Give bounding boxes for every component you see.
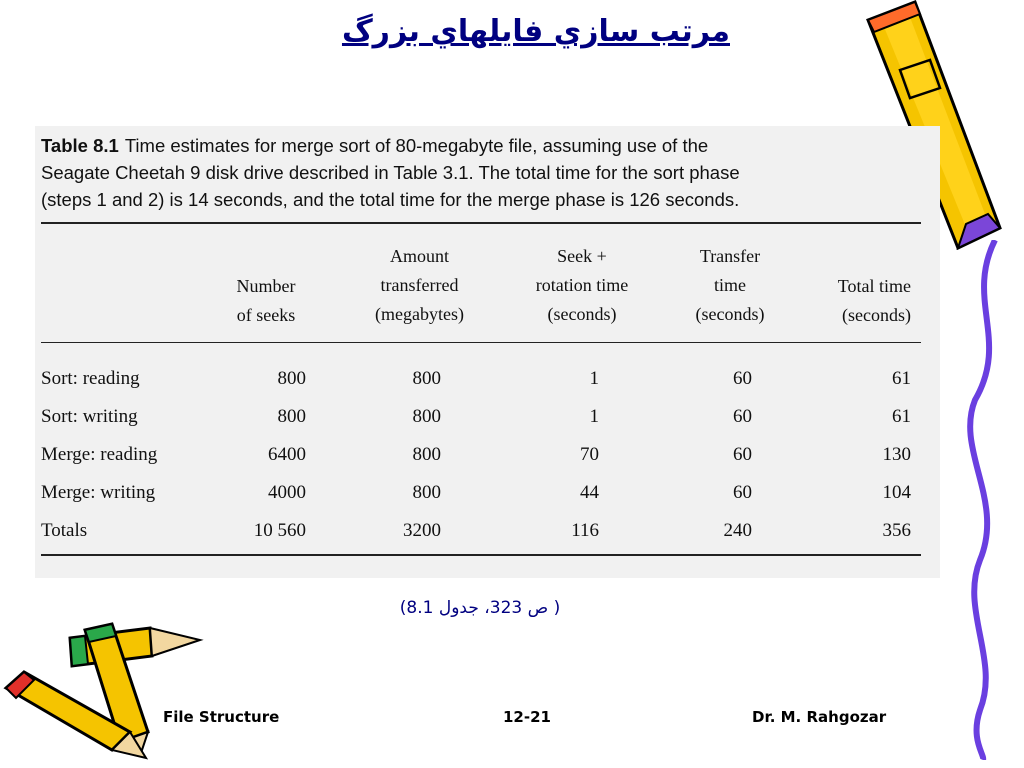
caption-line-2: Seagate Cheetah 9 disk drive described in Table 3.1. The total time for the sort phase [41, 162, 740, 183]
header-seek-rotation: Seek + rotation time (seconds) [535, 246, 629, 324]
table-top-rule [41, 222, 921, 224]
data-table [41, 360, 911, 550]
table-row: Sort: reading 800 800 1 60 61 [41, 368, 911, 389]
caption-line-1: Time estimates for merge sort of 80-megabyte file, assuming use of the [124, 135, 709, 156]
slide-title: مرتب سازي فايلهاي بزرگ [341, 14, 730, 49]
header-bottom-rule [41, 342, 921, 343]
table-row: Merge: writing 4000 800 44 60 104 [41, 482, 911, 503]
footer-center: 12-21 [503, 708, 551, 726]
header-seeks: Number of seeks [236, 276, 296, 325]
table-label: Table 8.1 [41, 135, 119, 156]
source-reference: ( ص 323، جدول 8.1) [399, 598, 561, 618]
table-bottom-rule [41, 554, 921, 556]
header-amount: Amount transferred (megabytes) [375, 246, 464, 324]
caption-line-3: (steps 1 and 2) is 14 seconds, and the total time for the merge phase is 126 seconds. [41, 189, 740, 210]
scanned-table-image [35, 126, 940, 578]
table-row: Merge: reading 6400 800 70 60 130 [41, 444, 911, 465]
header-total: Total time (seconds) [837, 276, 911, 325]
pencil-clipart-bottom-left [0, 620, 210, 760]
footer-left: File Structure [163, 708, 280, 726]
footer-right: Dr. M. Rahgozar [752, 708, 887, 726]
table-caption [41, 132, 921, 213]
header-transfer: Transfer time (seconds) [695, 246, 765, 324]
decorative-wavy-line [955, 240, 1015, 760]
table-row: Totals 10 560 3200 116 240 356 [41, 520, 911, 541]
table-row: Sort: writing 800 800 1 60 61 [41, 406, 911, 427]
